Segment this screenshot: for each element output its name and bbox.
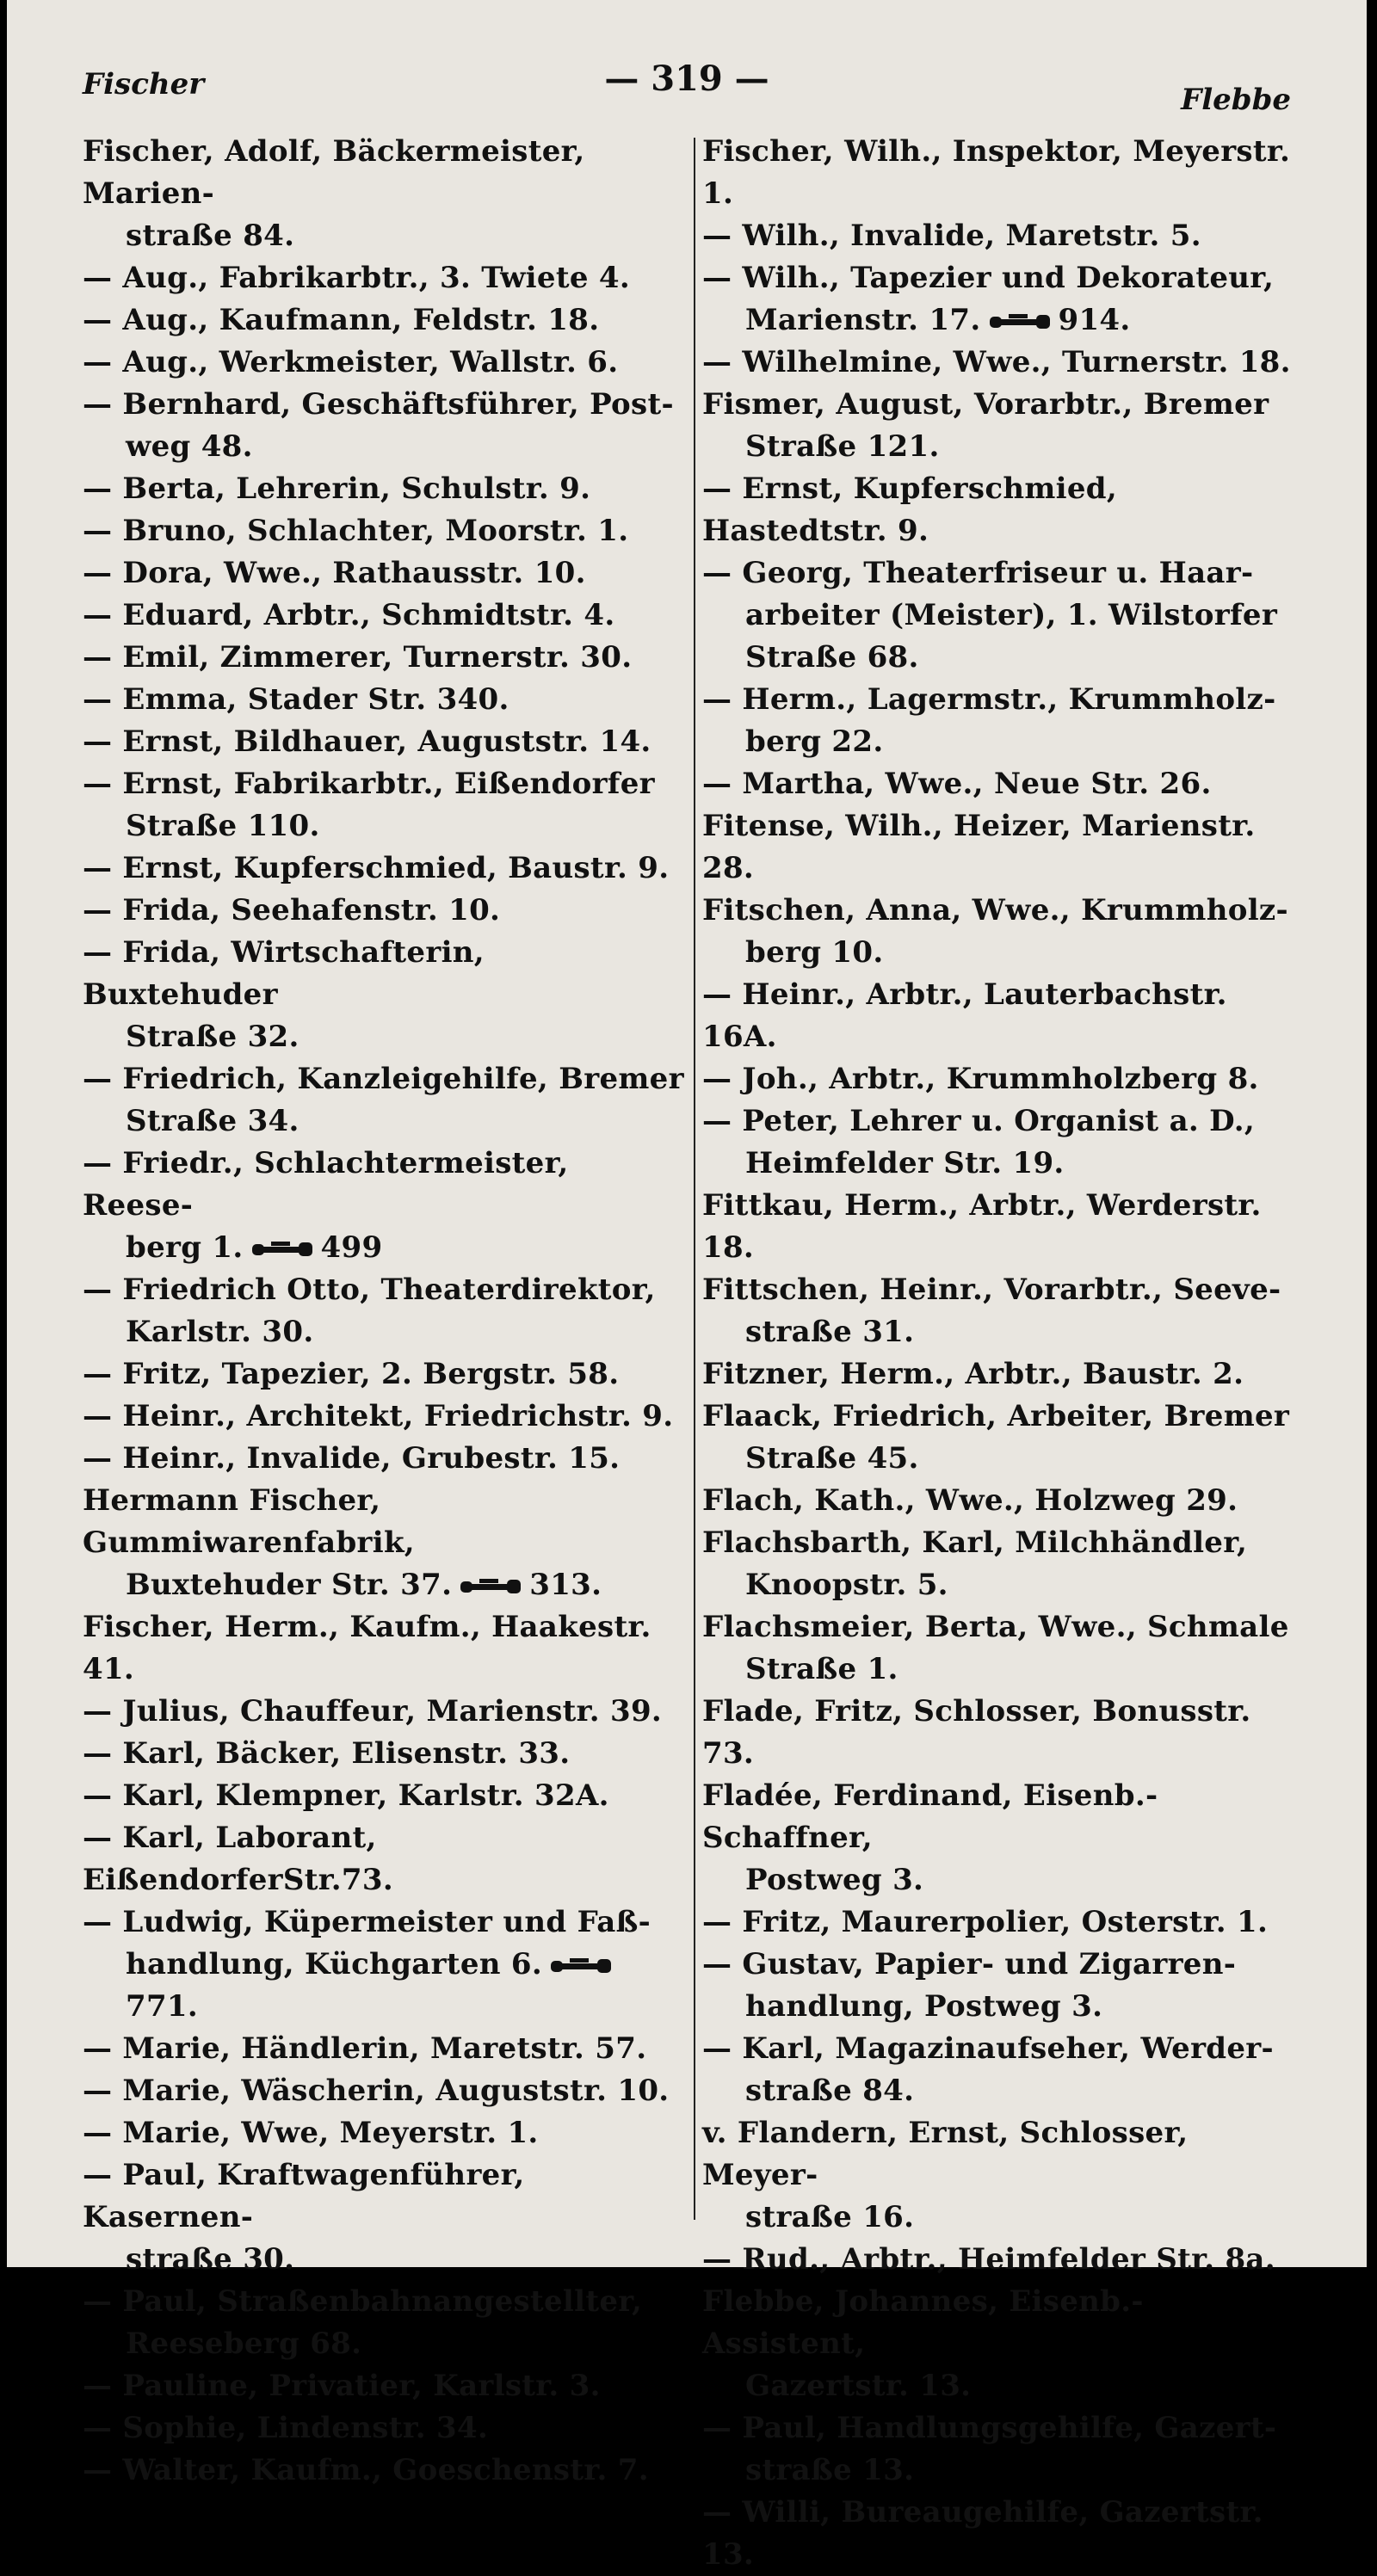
entry-line: — Ernst, Bildhauer, Auguststr. 14. <box>83 724 651 759</box>
directory-entry <box>83 299 685 342</box>
entry-line: Fittschen, Heinr., Vorarbtr., Seeve- <box>702 1273 1281 1307</box>
telephone-icon <box>459 1577 522 1596</box>
entry-line: Flaack, Friedrich, Arbeiter, Bremer <box>702 1399 1290 1433</box>
directory-entry <box>702 1606 1305 1691</box>
directory-entry <box>83 2154 685 2281</box>
directory-entry <box>702 1691 1305 1775</box>
entry-line: Fischer, Adolf, Bäckermeister, Marien- <box>83 134 585 211</box>
directory-entry <box>702 342 1305 384</box>
entry-continuation-line: straße 13. <box>745 2453 915 2487</box>
entry-line: — Wilh., Invalide, Maretstr. 5. <box>702 219 1201 253</box>
entry-line: — Joh., Arbtr., Krummholzberg 8. <box>702 1062 1259 1096</box>
entry-line: — Dora, Wwe., Rathausstr. 10. <box>83 556 586 590</box>
entry-continuation-line: Straße 45. <box>745 1441 919 1476</box>
directory-entry <box>83 384 685 468</box>
directory-entry <box>702 974 1305 1058</box>
entry-continuation-line: arbeiter (Meister), 1. Wilstorfer <box>745 598 1278 632</box>
entry-line: — Gustav, Papier- und Zigarren- <box>702 1947 1237 1981</box>
directory-entry <box>702 257 1305 342</box>
entry-line: — Paul, Kraftwagenführer, Kasernen- <box>83 2158 525 2234</box>
directory-entry <box>83 721 685 763</box>
entry-line: — Frida, Wirtschafterin, Buxtehuder <box>83 935 485 1012</box>
directory-entry <box>83 1143 685 1269</box>
phone-number: 313. <box>529 1568 602 1602</box>
directory-entry <box>702 2028 1305 2112</box>
entry-line: — Fritz, Maurerpolier, Osterstr. 1. <box>702 1905 1269 1939</box>
phone-number: 914. <box>1058 303 1131 337</box>
directory-entry <box>83 2450 685 2492</box>
entry-line: — Wilhelmine, Wwe., Turnerstr. 18. <box>702 345 1291 379</box>
entry-line: — Emil, Zimmerer, Turnerstr. 30. <box>83 640 633 675</box>
entry-line: Fitzner, Herm., Arbtr., Baustr. 2. <box>702 1357 1244 1391</box>
entry-continuation-line: weg 48. <box>126 429 253 464</box>
entry-line: Fischer, Herm., Kaufm., Haakestr. 41. <box>83 1610 651 1686</box>
directory-entry <box>83 2365 685 2407</box>
entry-line: — Paul, Straßenbahnangestellter, <box>83 2284 643 2319</box>
entry-line: Fitschen, Anna, Wwe., Krummholz- <box>702 893 1288 927</box>
directory-entry <box>702 1353 1305 1396</box>
entry-line: — Wilh., Tapezier und Dekorateur, <box>702 261 1275 295</box>
directory-page <box>7 0 1367 2572</box>
directory-entry <box>702 131 1305 215</box>
entry-line: — Walter, Kaufm., Goeschenstr. 7. <box>83 2453 649 2487</box>
entry-line: — Pauline, Privatier, Karlstr. 3. <box>83 2369 601 2403</box>
entry-line: — Ernst, Kupferschmied, Baustr. 9. <box>83 851 670 885</box>
entry-line: Fitense, Wilh., Heizer, Marienstr. 28. <box>702 809 1256 885</box>
entry-line: — Emma, Stader Str. 340. <box>83 682 509 717</box>
directory-entry <box>83 1733 685 1775</box>
entry-line: — Bernhard, Geschäftsführer, Post- <box>83 387 674 422</box>
entry-line: — Friedr., Schlachtermeister, Reese- <box>83 1146 569 1223</box>
directory-entry <box>83 131 685 257</box>
entry-continuation-line: Buxtehuder Str. 37. 313. <box>126 1568 602 1602</box>
entry-line: — Fritz, Tapezier, 2. Bergstr. 58. <box>83 1357 620 1391</box>
directory-entry <box>702 2239 1305 2281</box>
entry-continuation-line: Karlstr. 30. <box>126 1315 314 1349</box>
entry-continuation-line: berg 10. <box>745 935 884 970</box>
directory-entry <box>83 932 685 1058</box>
entry-continuation-line: Straße 110. <box>126 809 320 843</box>
entry-line: — Friedrich Otto, Theaterdirektor, <box>83 1273 656 1307</box>
directory-entry <box>702 679 1305 763</box>
directory-entry <box>83 552 685 595</box>
entry-line: Fismer, August, Vorarbtr., Bremer <box>702 387 1269 422</box>
directory-entry <box>702 2492 1305 2576</box>
telephone-icon <box>250 1240 314 1259</box>
directory-entry <box>702 805 1305 890</box>
entry-line: — Rud., Arbtr., Heimfelder Str. 8a. <box>702 2242 1275 2277</box>
entry-continuation-line: straße 84. <box>745 2074 915 2108</box>
entry-line: Flachsbarth, Karl, Milchhändler, <box>702 1525 1248 1560</box>
entry-line: — Heinr., Architekt, Friedrichstr. 9. <box>83 1399 674 1433</box>
header-left-keyword: Fischer <box>83 67 205 102</box>
entry-line: — Marie, Wäscherin, Auguststr. 10. <box>83 2074 670 2108</box>
directory-entry <box>83 342 685 384</box>
directory-entry <box>83 890 685 932</box>
entry-continuation-line: handlung, Küchgarten 6.771. <box>83 1944 685 2028</box>
entry-continuation-line: berg 22. <box>745 724 884 759</box>
directory-entry <box>83 1058 685 1143</box>
directory-entry <box>83 637 685 679</box>
directory-entry <box>702 1396 1305 1480</box>
telephone-icon <box>988 312 1052 331</box>
page-header <box>7 0 1367 120</box>
directory-entry <box>83 847 685 890</box>
entry-line: — Marie, Wwe, Meyerstr. 1. <box>83 2116 539 2150</box>
directory-entry <box>83 1480 685 1606</box>
column-divider <box>694 138 695 2220</box>
entry-continuation-line: Gazertstr. 13. <box>745 2369 972 2403</box>
telephone-icon <box>549 1957 613 1975</box>
entry-line: — Berta, Lehrerin, Schulstr. 9. <box>83 471 591 506</box>
directory-entry <box>702 1269 1305 1353</box>
directory-entry <box>83 1396 685 1438</box>
entry-continuation-line: Marienstr. 17. 914. <box>745 303 1131 337</box>
directory-entry <box>702 2281 1305 2407</box>
entry-line: Flach, Kath., Wwe., Holzweg 29. <box>702 1483 1238 1518</box>
directory-entry <box>83 2407 685 2450</box>
directory-entry <box>83 1817 685 1901</box>
entry-line: — Frida, Seehafenstr. 10. <box>83 893 501 927</box>
entry-line: — Ernst, Fabrikarbtr., Eißendorfer <box>83 767 655 801</box>
entry-continuation-line: straße 84. <box>126 219 295 253</box>
page-number: — 319 — <box>604 59 769 99</box>
entry-line: — Karl, Bäcker, Elisenstr. 33. <box>83 1736 571 1771</box>
directory-entry <box>702 1100 1305 1185</box>
phone-number: 499 <box>320 1230 383 1265</box>
entry-line: — Marie, Händlerin, Maretstr. 57. <box>83 2031 647 2066</box>
entry-line: — Aug., Werkmeister, Wallstr. 6. <box>83 345 619 379</box>
entry-continuation-line: berg 1. 499 <box>126 1230 383 1265</box>
phone-number: 771. <box>126 1989 199 2024</box>
entry-line: — Heinr., Arbtr., Lauterbachstr. 16A. <box>702 977 1227 1054</box>
entry-continuation-line: Straße 34. <box>126 1104 299 1138</box>
entry-line: Fittkau, Herm., Arbtr., Werderstr. 18. <box>702 1188 1262 1265</box>
entry-line: — Ernst, Kupferschmied, Hastedtstr. 9. <box>702 471 1117 548</box>
entry-continuation-line: Straße 32. <box>126 1020 299 1054</box>
entry-continuation-line: handlung, Postweg 3. <box>745 1989 1103 2024</box>
directory-entry <box>83 257 685 299</box>
directory-entry <box>83 1353 685 1396</box>
entry-line: Fischer, Wilh., Inspektor, Meyerstr. 1. <box>702 134 1291 211</box>
entry-line: Hermann Fischer, Gummiwarenfabrik, <box>83 1483 415 1560</box>
directory-entry <box>83 2281 685 2365</box>
directory-entry <box>702 552 1305 679</box>
entry-line: — Karl, Magazinaufseher, Werder- <box>702 2031 1274 2066</box>
directory-entry <box>702 384 1305 468</box>
entry-continuation-line: straße 30. <box>126 2242 295 2277</box>
entry-line: — Peter, Lehrer u. Organist a. D., <box>702 1104 1256 1138</box>
entry-continuation-line: Knoopstr. 5. <box>745 1568 948 1602</box>
directory-entry <box>702 1480 1305 1522</box>
entry-line: — Martha, Wwe., Neue Str. 26. <box>702 767 1212 801</box>
entry-line: — Heinr., Invalide, Grubestr. 15. <box>83 1441 621 1476</box>
entry-line: — Bruno, Schlachter, Moorstr. 1. <box>83 514 629 548</box>
entry-continuation-line: Straße 121. <box>745 429 940 464</box>
directory-entry <box>83 2070 685 2112</box>
directory-entry <box>702 763 1305 805</box>
entry-line: — Karl, Klempner, Karlstr. 32A. <box>83 1778 609 1813</box>
directory-entry <box>83 468 685 510</box>
directory-entry <box>83 595 685 637</box>
right-column <box>702 131 1305 2576</box>
entry-line: Flebbe, Johannes, Eisenb.-Assistent, <box>702 2284 1144 2361</box>
directory-entry <box>702 1944 1305 2028</box>
directory-entry <box>83 1438 685 1480</box>
header-right-keyword: Flebbe <box>1181 83 1291 117</box>
directory-entry <box>702 215 1305 257</box>
entry-continuation-line: Postweg 3. <box>745 1863 924 1897</box>
entry-line: — Sophie, Lindenstr. 34. <box>83 2411 489 2445</box>
entry-line: Flachsmeier, Berta, Wwe., Schmale <box>702 1610 1289 1644</box>
entry-continuation-line: Straße 1. <box>745 1652 898 1686</box>
entry-line: — Karl, Laborant, EißendorferStr.73. <box>83 1821 393 1897</box>
directory-entry <box>83 1901 685 2028</box>
entry-line: — Willi, Bureaugehilfe, Gazertstr. 13. <box>702 2495 1263 2572</box>
entry-line: — Friedrich, Kanzleigehilfe, Bremer <box>83 1062 684 1096</box>
entry-continuation-line: Reeseberg 68. <box>126 2326 362 2361</box>
entry-line: — Herm., Lagermstr., Krummholz- <box>702 682 1276 717</box>
directory-entry <box>83 679 685 721</box>
entry-line: — Georg, Theaterfriseur u. Haar- <box>702 556 1254 590</box>
directory-entry <box>702 2407 1305 2492</box>
entry-line: Flade, Fritz, Schlosser, Bonusstr. 73. <box>702 1694 1251 1771</box>
directory-entry <box>83 510 685 552</box>
entry-line: — Julius, Chauffeur, Marienstr. 39. <box>83 1694 663 1729</box>
entry-continuation-line: straße 16. <box>745 2200 915 2234</box>
directory-entry <box>702 1522 1305 1606</box>
entry-line: — Paul, Handlungsgehilfe, Gazert- <box>702 2411 1277 2445</box>
entry-continuation-line: Straße 68. <box>745 640 919 675</box>
directory-entry <box>702 1185 1305 1269</box>
directory-entry <box>702 890 1305 974</box>
directory-entry <box>83 1606 685 1691</box>
directory-entry <box>83 1775 685 1817</box>
entry-continuation-line: Heimfelder Str. 19. <box>745 1146 1065 1180</box>
entry-continuation-line: straße 31. <box>745 1315 915 1349</box>
left-column <box>83 131 685 2492</box>
entry-line: — Aug., Fabrikarbtr., 3. Twiete 4. <box>83 261 630 295</box>
directory-entry <box>702 468 1305 552</box>
directory-entry <box>83 763 685 847</box>
entry-line: Fladée, Ferdinand, Eisenb.-Schaffner, <box>702 1778 1158 1855</box>
directory-entry <box>83 1691 685 1733</box>
directory-entry <box>83 2112 685 2154</box>
directory-entry <box>83 1269 685 1353</box>
entry-line: — Aug., Kaufmann, Feldstr. 18. <box>83 303 600 337</box>
directory-entry <box>702 1058 1305 1100</box>
directory-entry <box>702 1775 1305 1901</box>
entry-line: — Eduard, Arbtr., Schmidtstr. 4. <box>83 598 615 632</box>
directory-entry <box>702 1901 1305 1944</box>
entry-line: v. Flandern, Ernst, Schlosser, Meyer- <box>702 2116 1189 2192</box>
entry-line: — Ludwig, Küpermeister und Faß- <box>83 1905 651 1939</box>
directory-entry <box>83 2028 685 2070</box>
directory-entry <box>702 2112 1305 2239</box>
